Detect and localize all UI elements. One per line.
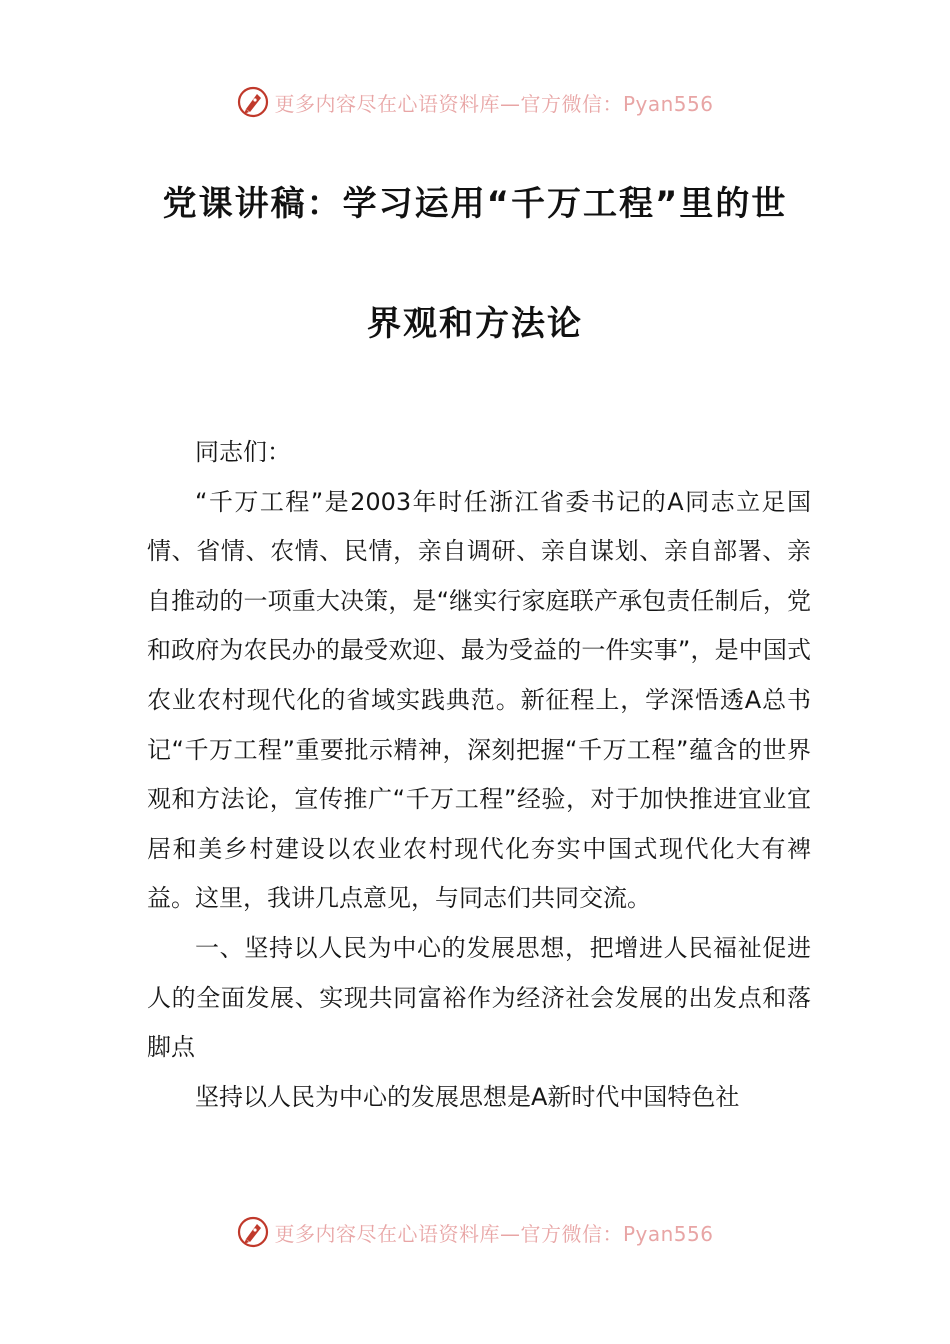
section-heading: 一、坚持以人民为中心的发展思想，把增进人民福祉促进人的全面发展、实现共同富裕作为经济社会发展的出发点和落脚点	[147, 933, 811, 1062]
salutation: 同志们：	[195, 438, 291, 466]
document-body	[147, 428, 811, 1122]
watermark-text: 更多内容尽在心语资料库—官方微信：Pyan556	[274, 1221, 714, 1246]
watermark-header	[0, 82, 950, 122]
body-paragraph: 坚持以人民为中心的发展思想是A新时代中国特色社	[195, 1082, 740, 1111]
pen-nib-logo-icon	[236, 1215, 270, 1249]
document-title-line1: 党课讲稿：学习运用“千万工程”里的世	[162, 184, 788, 224]
body-paragraph: “千万工程”是2003年时任浙江省委书记的A同志立足国情、省情、农情、民情，亲自调研、亲自谋划、亲自部署、亲自推动的一项重大决策，是“继实行家庭联产承包责任制后，党和政府为农民办的最受欢迎、最为受益的一件实事”，是中国式农业农村现代化的省域实践典范。新征程上，学深悟透A总书记“千万工程”重要批示精神，深刻把握“千万工程”蕴含的世界观和方法论，宣传推广“千万工程”经验，对于加快推进宜业宜居和美乡村建设以农业农村现代化夯实中国式现代化大有裨益。这里，我讲几点意见，与同志们共同交流。	[147, 487, 811, 913]
watermark-text: 更多内容尽在心语资料库—官方微信：Pyan556	[274, 91, 714, 116]
watermark-footer	[0, 1212, 950, 1252]
document-title-line2: 界观和方法论	[367, 304, 583, 344]
pen-nib-logo-icon	[236, 85, 270, 119]
